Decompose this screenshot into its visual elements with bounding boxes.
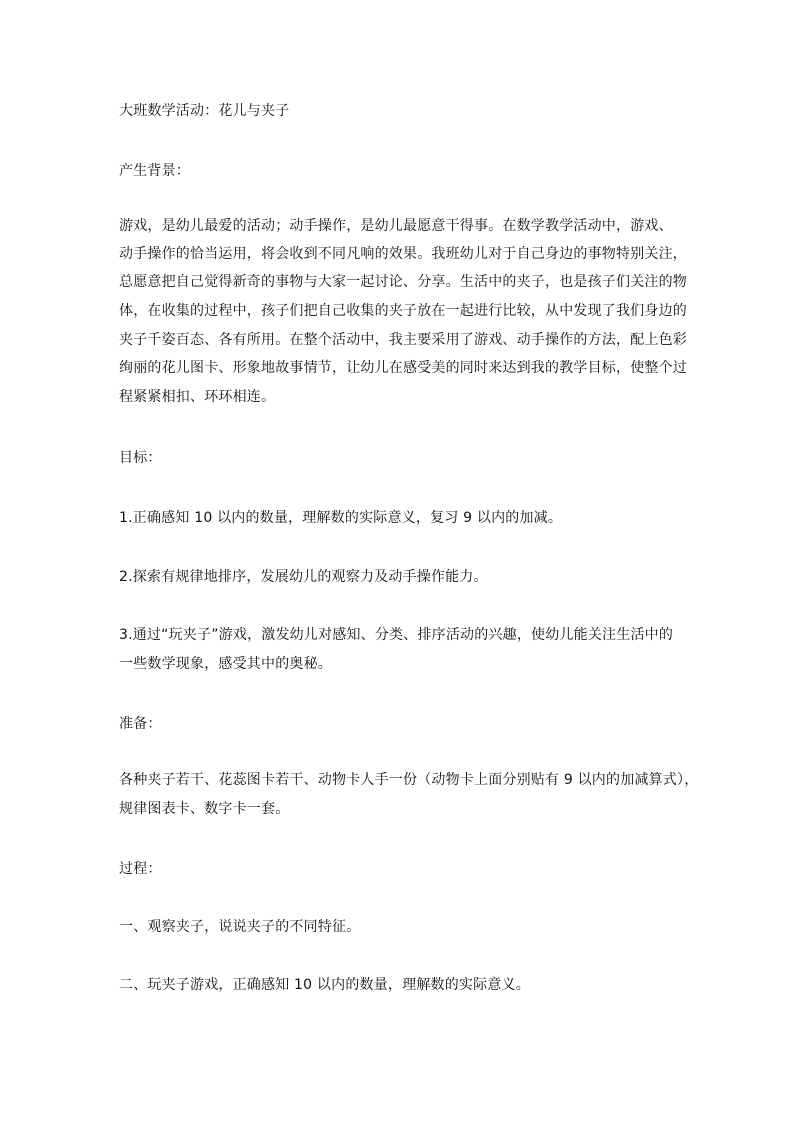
goal-item: 一些数学现象，感受其中的奥秘。: [119, 656, 332, 672]
background-line: 体，在收集的过程中，孩子们把自己收集的夹子放在一起进行比较，从中发现了我们身边的: [119, 303, 687, 319]
process-step: 一、观察夹子，说说夹子的不同特征。: [119, 919, 361, 935]
goal-item: 3.通过“玩夹子”游戏，激发幼儿对感知、分类、排序活动的兴趣，使幼儿能关注生活中的: [119, 627, 674, 643]
background-line: 绚丽的花儿图卡、形象地故事情节，让幼儿在感受美的同时来达到我的教学目标，使整个过: [119, 360, 687, 376]
prep-line: 各种夹子若干、花蕊图卡若干、动物卡人手一份（动物卡上面分别贴有 9 以内的加减算式），: [119, 772, 699, 788]
background-line: 程紧紧相扣、环环相连。: [119, 389, 276, 405]
process-step: 二、玩夹子游戏，正确感知 10 以内的数量，理解数的实际意义。: [119, 977, 530, 993]
process-heading: 过程：: [119, 861, 162, 877]
goals-heading: 目标：: [119, 450, 162, 466]
background-line: 夹子千姿百态、各有所用。在整个活动中，我主要采用了游戏、动手操作的方法，配上色彩: [119, 332, 687, 348]
goal-item: 1.正确感知 10 以内的数量，理解数的实际意义，复习 9 以内的加减。: [119, 510, 563, 526]
background-line: 动手操作的恰当运用，将会收到不同凡响的效果。我班幼儿对于自己身边的事物特别关注，: [119, 246, 687, 262]
background-line: 游戏，是幼儿最爱的活动；动手操作，是幼儿最愿意干得事。在数学教学活动中，游戏、: [119, 218, 673, 234]
background-heading: 产生背景：: [119, 163, 190, 179]
document-title: 大班数学活动：花儿与夹子: [119, 103, 290, 119]
prep-line: 规律图表卡、数字卡一套。: [119, 801, 290, 817]
prep-heading: 准备：: [119, 716, 162, 732]
background-line: 总愿意把自己觉得新奇的事物与大家一起讨论、分享。生活中的夹子，也是孩子们关注的物: [119, 274, 687, 290]
goal-item: 2.探索有规律地排序，发展幼儿的观察力及动手操作能力。: [119, 569, 488, 585]
